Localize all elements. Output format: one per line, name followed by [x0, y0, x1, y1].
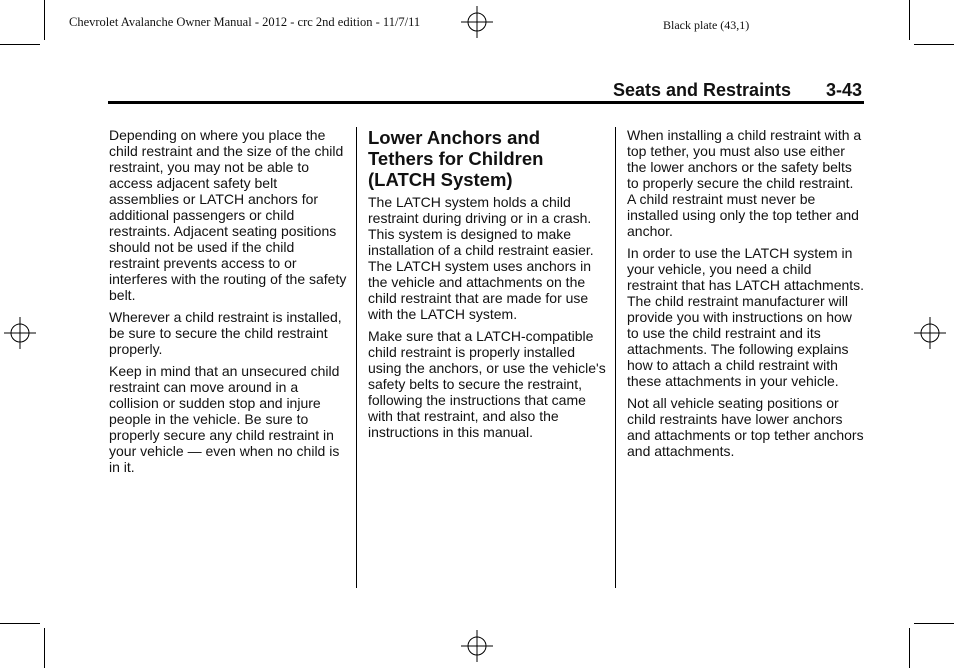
registration-mark-bottom: [461, 630, 493, 662]
section-title: Seats and Restraints: [613, 80, 792, 100]
column-divider-1: [356, 127, 357, 588]
paragraph: Keep in mind that an unsecured child restraint can move around in a collision or sudden stop and injure people in the vehicle. Be sure to properly secure any child restraint in your vehicle — even when no child is in it.: [109, 363, 340, 475]
paragraph: Wherever a child restraint is installed, be sure to secure the child restraint properly.: [109, 309, 342, 357]
section-heading: Lower Anchors and Tethers for Children (LATCH System): [368, 127, 544, 190]
column-divider-2: [615, 127, 616, 588]
paragraph: The LATCH system holds a child restraint during driving or in a crash. This system is designed to make installation of a child restraint easier. The LATCH system uses anchors in the vehicle and attachments on the child restraint that are made for use with the LATCH system.: [368, 194, 594, 322]
column-right: [627, 127, 865, 465]
plate-info: Black plate (43,1): [663, 18, 750, 32]
header-rule: [108, 101, 864, 104]
paragraph: Not all vehicle seating positions or child restraints have lower anchors and attachments or top tether anchors and attachments.: [627, 395, 864, 459]
crop-mark-bottom-left-horizontal: [0, 623, 40, 624]
column-middle: [368, 127, 608, 446]
page-number: 3-43: [826, 80, 863, 100]
column-left: [109, 127, 347, 481]
crop-mark-bottom-right-vertical: [909, 628, 910, 668]
crop-mark-bottom-right-horizontal: [914, 623, 954, 624]
crop-mark-top-right-horizontal: [914, 44, 954, 45]
registration-mark-top: [461, 6, 493, 38]
paragraph: In order to use the LATCH system in your vehicle, you need a child restraint that has LATCH attachments. The child restraint manufacturer will provide you with instructions on how to use the child restraint and its attachments. The following explains how to attach a child restraint with these attachments in your vehicle.: [627, 245, 865, 389]
crop-mark-top-right-vertical: [909, 0, 910, 40]
crop-mark-top-left-vertical: [44, 0, 45, 40]
registration-mark-left: [4, 317, 36, 349]
manual-info: Chevrolet Avalanche Owner Manual - 2012 - crc 2nd edition - 11/7/11: [69, 15, 421, 29]
paragraph: Depending on where you place the child restraint and the size of the child restraint, you may not be able to access adjacent safety belt assemblies or LATCH anchors for additional passengers or child restraints. Adjacent seating positions should not be used if the child restraint prevents access to or interferes with the routing of the safety belt.: [109, 127, 347, 303]
registration-mark-right: [914, 317, 946, 349]
paragraph: Make sure that a LATCH-compatible child restraint is properly installed using the anchors, or use the vehicle's safety belts to secure the restraint, following the instructions that came with that restraint, and also the instructions in this manual.: [368, 328, 606, 440]
crop-mark-top-left-horizontal: [0, 44, 40, 45]
paragraph: When installing a child restraint with a top tether, you must also use either the lower anchors or the safety belts to properly secure the child restraint. A child restraint must never be installed using only the top tether and anchor.: [627, 127, 862, 239]
crop-mark-bottom-left-vertical: [44, 628, 45, 668]
